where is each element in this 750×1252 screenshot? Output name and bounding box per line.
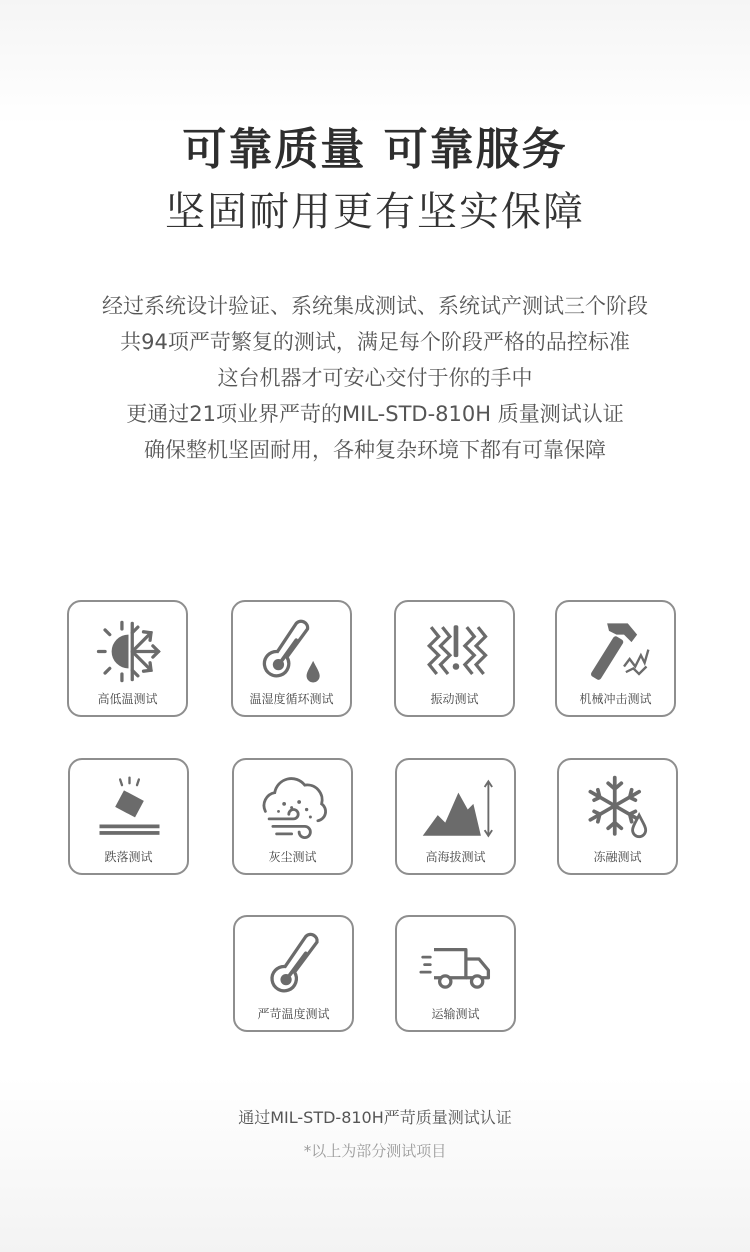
truck-icon xyxy=(419,929,494,1004)
test-label: 冻融测试 xyxy=(593,850,642,864)
test-label: 高海拔测试 xyxy=(425,850,486,864)
test-label: 机械冲击测试 xyxy=(579,692,652,706)
test-card-mechanical-shock xyxy=(555,600,676,717)
snowflake-drop-icon xyxy=(581,772,656,847)
description-line: 共94项严苛繁复的测试，满足每个阶段严格的品控标准 xyxy=(120,330,630,354)
test-card-vibration xyxy=(394,600,515,717)
description-line: 这台机器才可安心交付于你的手中 xyxy=(217,366,533,390)
test-label: 高低温测试 xyxy=(97,692,158,706)
test-card-extreme-temp xyxy=(233,915,354,1032)
vibration-icon xyxy=(418,614,493,689)
footnote: *以上为部分测试项目 xyxy=(303,1142,447,1160)
description-line: 确保整机坚固耐用，各种复杂环境下都有可靠保障 xyxy=(144,438,606,462)
test-label: 运输测试 xyxy=(431,1007,480,1021)
description-line: 更通过21项业界严苛的MIL-STD-810H 质量测试认证 xyxy=(126,402,624,426)
test-label: 灰尘测试 xyxy=(268,850,317,864)
headline xyxy=(0,122,750,240)
test-label: 振动测试 xyxy=(430,692,479,706)
description-line: 经过系统设计验证、系统集成测试、系统试产测试三个阶段 xyxy=(102,294,648,318)
thermometer-icon xyxy=(257,929,332,1004)
hammer-impact-icon xyxy=(579,614,654,689)
mountain-altitude-icon xyxy=(419,772,494,847)
headline-sub: 坚固耐用更有坚实保障 xyxy=(165,189,585,235)
test-card-high-low-temp xyxy=(67,600,188,717)
certification-text: 通过MIL-STD-810H严苛质量测试认证 xyxy=(238,1108,512,1127)
headline-main: 可靠质量 可靠服务 xyxy=(182,124,568,175)
test-label: 温湿度循环测试 xyxy=(249,692,334,706)
description xyxy=(0,288,750,468)
test-card-transport xyxy=(395,915,516,1032)
test-label: 跌落测试 xyxy=(104,850,153,864)
thermometer-drop-icon xyxy=(255,614,330,689)
test-card-drop xyxy=(68,758,189,875)
test-card-altitude xyxy=(395,758,516,875)
drop-box-icon xyxy=(92,772,167,847)
test-card-freeze-thaw xyxy=(557,758,678,875)
test-card-temp-humidity xyxy=(231,600,352,717)
test-card-dust xyxy=(232,758,353,875)
sun-snowflake-icon xyxy=(91,614,166,689)
dust-cloud-icon xyxy=(256,772,331,847)
test-label: 严苛温度测试 xyxy=(257,1007,330,1021)
